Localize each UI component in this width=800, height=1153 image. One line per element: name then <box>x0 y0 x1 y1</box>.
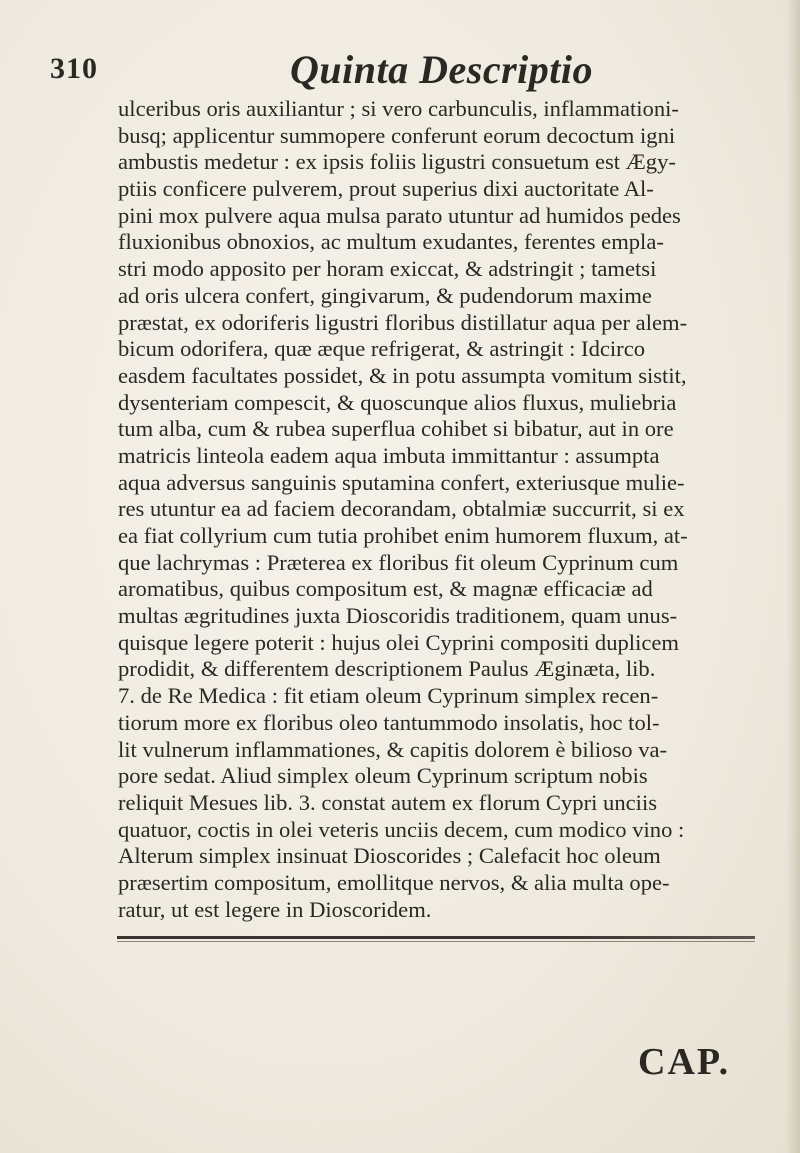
text-line: aromatibus, quibus compositum est, & magnæ efficaciæ ad <box>118 576 653 602</box>
text-line: præsertim compositum, emollitque nervos, & alia multa ope- <box>118 869 670 895</box>
text-line: ptiis conficere pulverem, prout superius dixi auctoritate Al- <box>118 176 654 202</box>
text-line: que lachrymas : Præterea ex floribus fit oleum Cyprinum cum <box>118 549 679 575</box>
text-line: aqua adversus sanguinis sputamina confert, exteriusque mulie- <box>118 469 685 495</box>
catchword: CAP. <box>638 1041 731 1083</box>
text-line: lit vulnerum inflammationes, & capitis dolorem è bilioso va- <box>118 736 668 762</box>
text-line: tiorum more ex floribus oleo tantummodo insolatis, hoc tol- <box>118 709 660 735</box>
text-line: busq; applicentur summopere conferunt eorum decoctum igni <box>118 122 676 148</box>
page-number: 310 <box>50 52 98 85</box>
text-line: ea fiat collyrium cum tutia prohibet enim humorem fluxum, at- <box>118 523 688 548</box>
text-line: matricis linteola eadem aqua imbuta immittantur : assumpta <box>118 442 660 468</box>
section-rule-thin <box>117 941 755 942</box>
text-line: dysenteriam compescit, & quoscunque alios fluxus, muliebria <box>118 389 677 415</box>
running-title: Quinta Descriptio <box>290 47 593 92</box>
text-line: 7. de Re Medica : fit etiam oleum Cyprinum simplex recen- <box>118 683 659 709</box>
text-line: ambustis medetur : ex ipsis foliis ligustri consuetum est Ægy- <box>118 149 676 175</box>
text-line: pini mox pulvere aqua mulsa parato utuntur ad humidos pedes <box>118 202 681 228</box>
text-line: ulceribus oris auxiliantur ; si vero carbunculis, inflammationi- <box>118 96 679 121</box>
text-line: res utuntur ea ad faciem decorandam, obtalmiæ succurrit, si ex <box>118 496 685 522</box>
text-line: quatuor, coctis in olei veteris unciis decem, cum modico vino : <box>118 816 685 842</box>
text-line: Alterum simplex insinuat Dioscorides ; Calefacit hoc oleum <box>118 843 661 869</box>
text-line: stri modo apposito per horam exiccat, & adstringit ; tametsi <box>118 256 657 282</box>
text-line: fluxionibus obnoxios, ac multum exudantes, ferentes empla- <box>118 229 664 255</box>
text-line: ad oris ulcera confert, gingivarum, & pudendorum maxime <box>118 282 652 308</box>
text-line: ratur, ut est legere in Dioscoridem. <box>118 896 432 922</box>
text-line: quisque legere poterit : hujus olei Cyprini compositi duplicem <box>118 629 679 655</box>
text-line: easdem facultates possidet, & in potu assumpta vomitum sistit, <box>118 362 687 388</box>
text-line: bicum odorifera, quæ æque refrigerat, & astringit : Idcirco <box>118 336 646 362</box>
text-line: tum alba, cum & rubea superflua cohibet si bibatur, aut in ore <box>118 416 674 442</box>
text-line: prodidit, & differentem descriptionem Paulus Æginæta, lib. <box>118 656 656 682</box>
section-rule <box>117 936 755 939</box>
body-text <box>118 96 758 923</box>
page-edge-shadow <box>786 0 800 1153</box>
page-header <box>50 42 750 94</box>
text-line: præstat, ex odoriferis ligustri floribus distillatur aqua per alem- <box>118 309 688 335</box>
text-line: pore sedat. Aliud simplex oleum Cyprinum scriptum nobis <box>118 763 648 789</box>
text-line: reliquit Mesues lib. 3. constat autem ex florum Cypri unciis <box>118 789 658 815</box>
text-line: multas ægritudines juxta Dioscoridis traditionem, quam unus- <box>118 603 678 629</box>
